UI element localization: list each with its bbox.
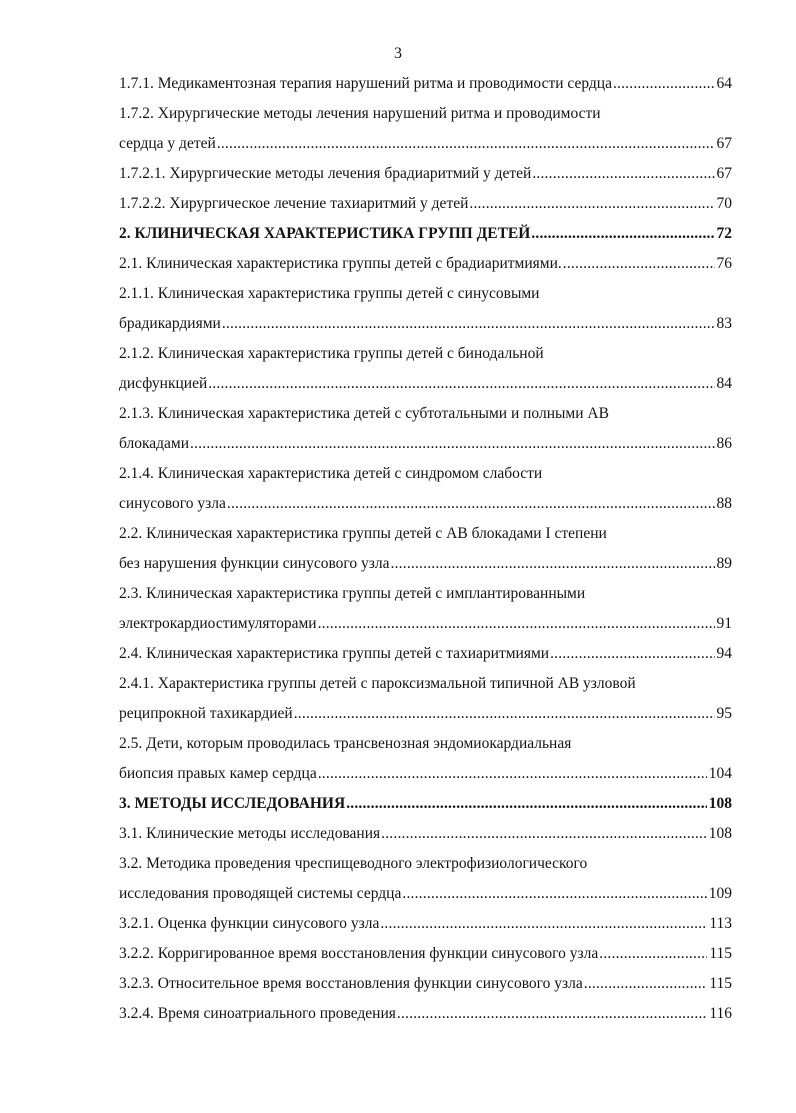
toc-entry-line [119,459,732,489]
dot-leader [562,249,715,279]
toc-entry-page: 88 [716,495,732,512]
toc-entry-title: 2.1.4. Клиническая характеристика детей с синдромом слабости [119,465,543,482]
toc-entry-title: 3.1. Клинические методы исследования [119,825,381,842]
toc-entry-title: 2.1.1. Клиническая характеристика группы детей с синусовыми [119,285,540,302]
toc-entry-last-line [119,159,732,189]
toc-entry-line [119,579,732,609]
toc-entry-last-line [119,219,732,249]
toc-entry-title: 1.7.2.2. Хирургическое лечение тахиаритмий у детей [119,195,469,212]
dot-leader [598,939,707,969]
toc-entry-title: исследования проводящей системы сердца [119,885,402,902]
toc-entry-last-line [119,249,732,279]
toc-entry-line [119,519,732,549]
toc-entry-page: 70 [716,195,732,212]
toc-entry-line [119,339,732,369]
dot-leader [317,759,707,789]
toc-entry[interactable] [119,819,732,849]
toc-entry-page: 104 [708,765,732,782]
toc-entry-last-line [119,69,732,99]
toc-entry[interactable] [119,459,732,519]
toc-entry-line [119,849,732,879]
toc-entry[interactable] [119,789,732,819]
toc-entry-line [119,729,732,759]
dot-leader [221,309,715,339]
toc-entry-page: 76 [716,255,732,272]
toc-entry[interactable] [119,519,732,579]
toc-entry[interactable] [119,69,732,99]
toc-entry-page: 86 [716,435,732,452]
toc-entry-title: электрокардиостимуляторами [119,615,317,632]
dot-leader [379,909,707,939]
toc-entry-last-line [119,999,732,1029]
toc-entry-page: 115 [709,975,732,992]
page-number: 3 [394,45,402,62]
toc-entry-line [119,669,732,699]
toc-entry-page: 64 [716,75,732,92]
toc-entry-line [119,279,732,309]
dot-leader [226,489,715,519]
toc-entry-title: брадикардиями [119,315,221,332]
toc-entry-page: 108 [708,795,732,812]
toc-entry-page: 67 [716,135,732,152]
dot-leader [396,999,707,1029]
toc-entry-last-line [119,789,732,819]
toc-entry[interactable] [119,189,732,219]
toc-entry-title: 3. МЕТОДЫ ИССЛЕДОВАНИЯ [119,795,346,812]
toc-entry-title: реципрокной тахикардией [119,705,293,722]
toc-entry-page: 91 [716,615,732,632]
toc-entry-last-line [119,819,732,849]
dot-leader [390,549,715,579]
toc-entry-page: 95 [716,705,732,722]
toc-entry-title: без нарушения функции синусового узла [119,555,390,572]
toc-entry-last-line [119,429,732,459]
toc-entry[interactable] [119,939,732,969]
dot-leader [345,789,707,819]
toc-entry-title: 3.2. Методика проведения чреспищеводного электрофизиологического [119,855,588,872]
toc-entry-title: 1.7.2. Хирургические методы лечения нарушений ритма и проводимости [119,105,601,122]
toc-entry-page: 83 [716,315,732,332]
toc-entry[interactable] [119,249,732,279]
toc-entry-title: 2.1. Клиническая характеристика группы детей с брадиаритмиями. [119,255,562,272]
toc-entry-page: 108 [708,825,732,842]
toc-entry-page: 94 [716,645,732,662]
dot-leader [530,219,714,249]
toc-entry-title: биопсия правых камер сердца [119,765,317,782]
dot-leader [468,189,714,219]
toc-entry-page: 116 [709,1005,732,1022]
toc-entry-last-line [119,609,732,639]
toc-entry-title: 2.5. Дети, которым проводилась трансвенозная эндомиокардиальная [119,735,572,752]
toc-entry-page: 89 [716,555,732,572]
toc-entry-title: сердца у детей [119,135,216,152]
toc-entry-page: 109 [708,885,732,902]
toc-entry-page: 72 [716,225,732,242]
toc-entry-line [119,99,732,129]
toc-entry-title: 2.4.1. Характеристика группы детей с пароксизмальной типичной АВ узловой [119,675,636,692]
toc-entry-title: блокадами [119,435,190,452]
toc-entry[interactable] [119,969,732,999]
toc-entry-title: 2.1.2. Клиническая характеристика группы детей с бинодальной [119,345,544,362]
toc-entry-title: дисфункцией [119,375,208,392]
toc-entry[interactable] [119,639,732,669]
toc-entry-line [119,399,732,429]
toc-entry-last-line [119,699,732,729]
toc-entry-last-line [119,639,732,669]
toc-entry-title: 3.2.4. Время синоатриального проведения [119,1005,396,1022]
toc-entry-title: 3.2.2. Корригированное время восстановления функции синусового узла [119,945,599,962]
dot-leader [207,369,714,399]
dot-leader [189,429,714,459]
toc-entry[interactable] [119,339,732,399]
toc-entry-last-line [119,189,732,219]
toc-entry-last-line [119,489,732,519]
toc-entry-title: 3.2.1. Оценка функции синусового узла [119,915,380,932]
toc-entry-page: 113 [709,915,732,932]
toc-entry-title: 1.7.1. Медикаментозная терапия нарушений ритма и проводимости сердца [119,75,612,92]
toc-entry-last-line [119,939,732,969]
toc-entry-page: 84 [716,375,732,392]
table-of-contents [119,69,732,1029]
toc-entry-last-line [119,759,732,789]
toc-entry-title: 3.2.3. Относительное время восстановления функции синусового узла [119,975,583,992]
toc-entry-title: 2.3. Клиническая характеристика группы детей с имплантированными [119,585,586,602]
toc-entry[interactable] [119,729,732,789]
toc-entry-title: 2.1.3. Клиническая характеристика детей с субтотальными и полными АВ [119,405,609,422]
toc-entry-title: 2.2. Клиническая характеристика группы детей с АВ блокадами I степени [119,525,607,542]
toc-entry[interactable] [119,669,732,729]
toc-entry[interactable] [119,909,732,939]
toc-entry-last-line [119,909,732,939]
toc-entry-title: 1.7.2.1. Хирургические методы лечения брадиаритмий у детей [119,165,532,182]
toc-entry[interactable] [119,99,732,159]
toc-entry-last-line [119,129,732,159]
toc-entry-last-line [119,879,732,909]
toc-entry-title: синусового узла [119,495,226,512]
toc-entry-title: 2. КЛИНИЧЕСКАЯ ХАРАКТЕРИСТИКА ГРУПП ДЕТЕЙ [119,225,531,242]
toc-entry-last-line [119,549,732,579]
toc-entry[interactable] [119,159,732,189]
dot-leader [612,69,715,99]
dot-leader [401,879,706,909]
toc-entry[interactable] [119,849,732,909]
toc-entry-page: 115 [709,945,732,962]
toc-entry[interactable] [119,999,732,1029]
toc-entry-page: 67 [716,165,732,182]
dot-leader [216,129,715,159]
dot-leader [549,639,714,669]
toc-entry[interactable] [119,279,732,339]
toc-entry-last-line [119,309,732,339]
dot-leader [380,819,707,849]
toc-entry-title: 2.4. Клиническая характеристика группы детей с тахиаритмиями [119,645,550,662]
toc-entry[interactable] [119,579,732,639]
toc-entry-last-line [119,369,732,399]
dot-leader [531,159,714,189]
toc-entry[interactable] [119,219,732,249]
dot-leader [293,699,715,729]
toc-entry[interactable] [119,399,732,459]
dot-leader [317,609,715,639]
toc-entry-last-line [119,969,732,999]
dot-leader [583,969,708,999]
